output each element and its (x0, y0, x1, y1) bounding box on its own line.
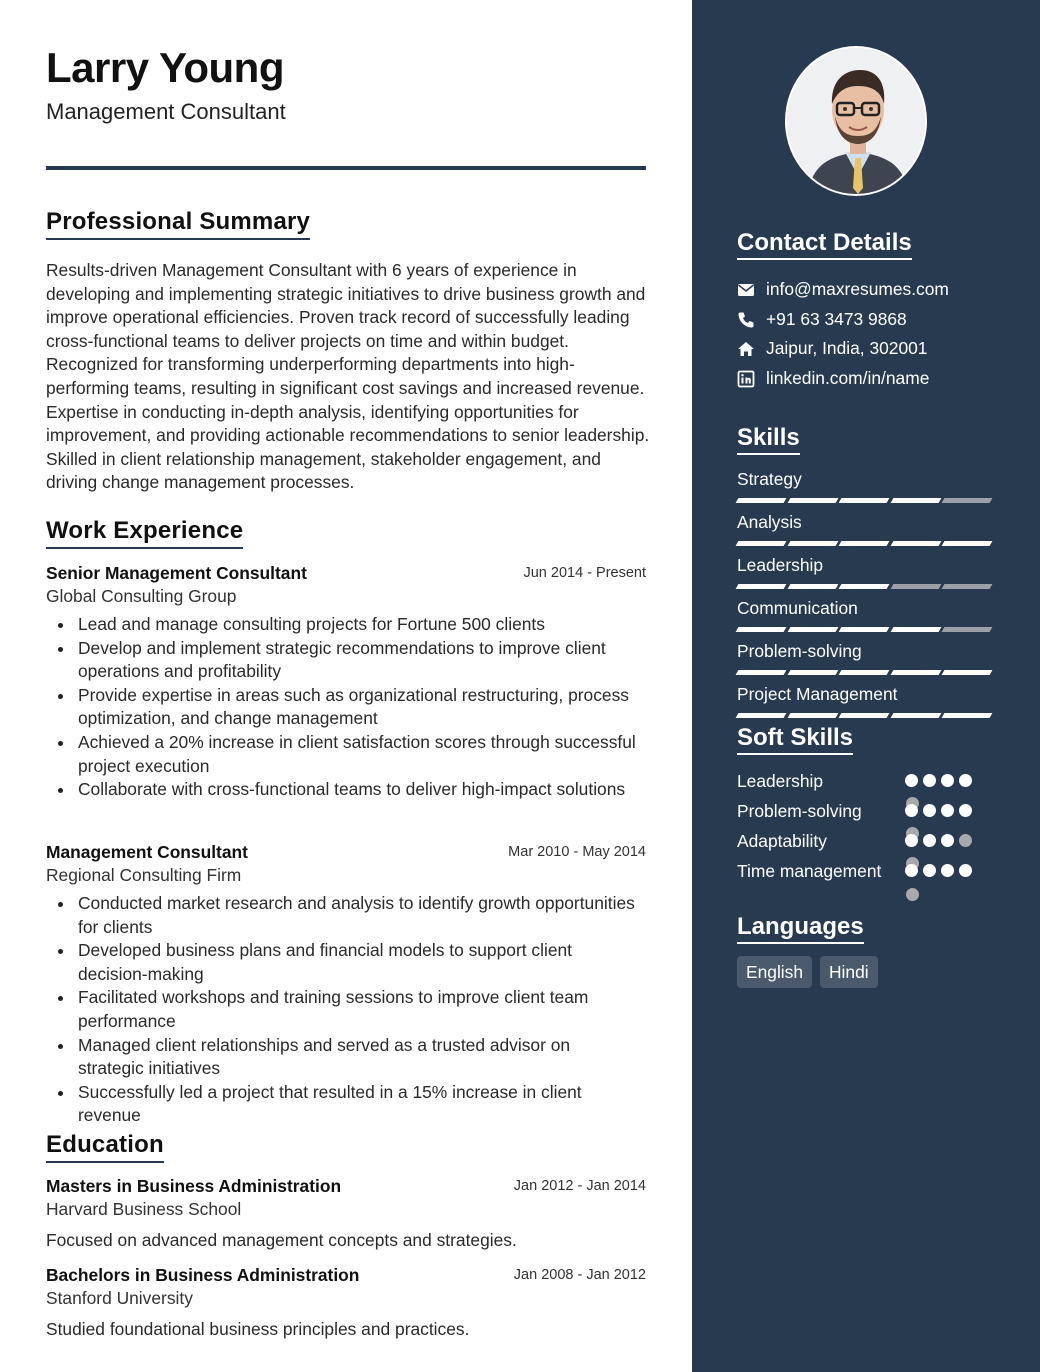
soft-skill-rating (905, 834, 977, 847)
skill-level-segment (736, 498, 787, 503)
header-divider (46, 166, 646, 170)
phone-icon (737, 311, 755, 329)
soft-skill-rating (905, 774, 977, 787)
job-date: Jun 2014 - Present (523, 565, 646, 581)
skill-level-segment (890, 498, 941, 503)
skill-level-segment (942, 541, 993, 546)
rating-dot (923, 864, 936, 877)
language-tag: English (737, 956, 812, 988)
languages-heading: Languages (737, 913, 864, 944)
skill-level-segment (839, 498, 890, 503)
skill-level-segment (890, 713, 941, 718)
skill-level-bar (737, 670, 995, 675)
rating-dot (905, 834, 918, 847)
job-bullet: Successfully led a project that resulted in a 15% increase in client revenue (46, 1081, 636, 1128)
degree-title: Masters in Business Administration (46, 1176, 342, 1196)
skill-level-segment (890, 541, 941, 546)
skill-level-segment (839, 627, 890, 632)
skill-level-segment (736, 670, 787, 675)
rating-dot (941, 804, 954, 817)
skill-name: Problem-solving (737, 641, 862, 661)
soft-skill-name: Problem-solving (737, 801, 862, 821)
contact-heading: Contact Details (737, 229, 912, 260)
contact-linkedin[interactable] (737, 368, 929, 389)
soft-skills-heading: Soft Skills (737, 724, 853, 755)
skill-level-segment (942, 627, 993, 632)
rating-dot (959, 774, 972, 787)
rating-dot (941, 834, 954, 847)
skill-level-segment (942, 584, 993, 589)
skill-name: Communication (737, 598, 858, 618)
skill-level-segment (890, 627, 941, 632)
job-bullet: Conducted market research and analysis to identify growth opportunities for clients (46, 892, 636, 939)
skill-name: Project Management (737, 684, 898, 704)
job-bullets (46, 892, 646, 1128)
contact-address (737, 338, 927, 359)
education-entry (46, 1265, 646, 1340)
rating-dot (959, 834, 972, 847)
skill-level-segment (839, 584, 890, 589)
skill-level-segment (839, 713, 890, 718)
envelope-icon (737, 281, 755, 299)
contact-email-text: info@maxresumes.com (766, 279, 949, 299)
soft-skill-rating (905, 864, 977, 877)
skill-level-segment (787, 498, 838, 503)
skill-level-segment (787, 670, 838, 675)
skill-level-bar (737, 584, 995, 589)
job-bullet: Facilitated workshops and training sessions to improve client team performance (46, 986, 636, 1033)
job-organization: Global Consulting Group (46, 586, 237, 606)
skill-level-bar (737, 498, 995, 503)
job-bullet: Developed business plans and financial models to support client decision-making (46, 939, 636, 986)
contact-phone-text: +91 63 3473 9868 (766, 309, 907, 329)
skill-level-segment (942, 670, 993, 675)
linkedin-icon (737, 370, 755, 388)
skill-level-segment (890, 670, 941, 675)
job-bullet: Provide expertise in areas such as organizational restructuring, process optimization, and change management (46, 684, 636, 731)
candidate-name: Larry Young (46, 44, 284, 91)
skill-name: Strategy (737, 469, 802, 489)
rating-dot (905, 804, 918, 817)
skill-name: Leadership (737, 555, 824, 575)
job-title: Management Consultant (46, 842, 248, 862)
rating-dot (959, 804, 972, 817)
job-organization: Regional Consulting Firm (46, 865, 242, 885)
skill-level-segment (736, 541, 787, 546)
skills-heading: Skills (737, 424, 800, 455)
rating-dot (941, 774, 954, 787)
rating-dot (905, 864, 918, 877)
job-bullet: Managed client relationships and served as a trusted advisor on strategic initiatives (46, 1034, 636, 1081)
soft-skill-name: Leadership (737, 771, 824, 791)
job-date: Mar 2010 - May 2014 (508, 844, 646, 860)
school-name: Stanford University (46, 1288, 193, 1308)
skill-level-segment (942, 713, 993, 718)
skill-level-segment (942, 498, 993, 503)
home-icon (737, 340, 755, 358)
education-heading: Education (46, 1131, 164, 1163)
summary-text: Results-driven Management Consultant with 6 years of experience in developing and implementing strategic initiatives to drive business growth and improve operational efficiencies. Proven track record of successfully leading cross-functional teams to deliver projects on time and within budget. Recognized for transforming underperforming departments into high-performing teams, resulting in significant cost savings and increased revenue. Expertise in conducting in-depth analysis, identifying opportunities for improvement, and providing actionable recommendations to senior leadership. Skilled in client relationship management, stakeholder engagement, and driving change management processes. (46, 260, 650, 493)
profile-portrait-icon (787, 48, 927, 196)
skill-level-segment (890, 584, 941, 589)
job-entry (46, 842, 646, 1128)
rating-dot (923, 774, 936, 787)
skill-level-segment (736, 713, 787, 718)
education-date: Jan 2008 - Jan 2012 (513, 1267, 646, 1283)
soft-skill-rating (905, 804, 977, 817)
soft-skill-name: Time management (737, 861, 882, 881)
contact-address-text: Jaipur, India, 302001 (766, 338, 928, 358)
skill-level-segment (787, 627, 838, 632)
skill-level-bar (737, 627, 995, 632)
job-bullet: Achieved a 20% increase in client satisfaction scores through successful project execution (46, 731, 636, 778)
candidate-title: Management Consultant (46, 99, 286, 124)
job-bullet: Lead and manage consulting projects for Fortune 500 clients (46, 613, 636, 637)
soft-skill-name: Adaptability (737, 831, 827, 851)
skill-level-segment (787, 541, 838, 546)
job-title: Senior Management Consultant (46, 563, 307, 583)
school-name: Harvard Business School (46, 1199, 242, 1219)
rating-dot (959, 864, 972, 877)
experience-heading: Work Experience (46, 517, 243, 549)
contact-phone[interactable] (737, 309, 907, 330)
contact-linkedin-text: linkedin.com/in/name (766, 368, 930, 388)
job-bullet: Develop and implement strategic recommendations to improve client operations and profitability (46, 637, 636, 684)
education-description: Studied foundational business principles and practices. (46, 1319, 470, 1339)
job-entry (46, 563, 646, 802)
skill-name: Analysis (737, 512, 802, 532)
job-bullets (46, 613, 646, 802)
job-bullet: Collaborate with cross-functional teams to deliver high-impact solutions (46, 778, 636, 802)
skill-level-segment (839, 670, 890, 675)
rating-dot (923, 834, 936, 847)
profile-photo (785, 46, 927, 196)
language-tag: Hindi (820, 956, 878, 988)
education-date: Jan 2012 - Jan 2014 (513, 1178, 646, 1194)
skill-level-segment (787, 584, 838, 589)
soft-skill-rating-extra-dot (906, 888, 919, 901)
skill-level-segment (787, 713, 838, 718)
rating-dot (941, 864, 954, 877)
skill-level-bar (737, 713, 995, 718)
rating-dot (923, 804, 936, 817)
degree-title: Bachelors in Business Administration (46, 1265, 360, 1285)
skill-level-bar (737, 541, 995, 546)
education-description: Focused on advanced management concepts and strategies. (46, 1230, 517, 1250)
skill-level-segment (736, 627, 787, 632)
education-entry (46, 1176, 646, 1251)
rating-dot (905, 774, 918, 787)
skill-level-segment (839, 541, 890, 546)
skill-level-segment (736, 584, 787, 589)
contact-email[interactable] (737, 279, 949, 300)
summary-heading: Professional Summary (46, 208, 310, 240)
